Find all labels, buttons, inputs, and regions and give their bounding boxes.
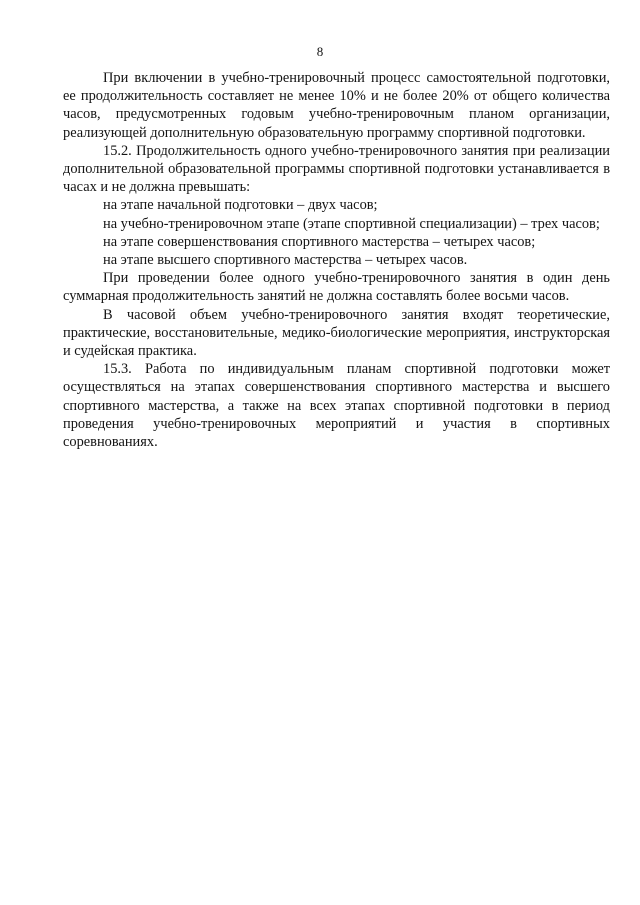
paragraph-hour-volume: В часовой объем учебно-тренировочного занятия входят теоретические, практические, восстановительные, медико-биологические мероприятия, инструкторская и судейская практика. xyxy=(63,306,610,360)
document-body xyxy=(63,69,610,451)
paragraph-15-3: 15.3. Работа по индивидуальным планам спортивной подготовки может осуществляться на этапах совершенствования спортивного мастерства и высшего спортивного мастерства, а также на всех этапах спортивной подготовки в период проведения учебно-тренировочных мероприятий и участия в спортивных соревнованиях. xyxy=(63,361,610,451)
page-number: 8 xyxy=(316,44,324,59)
paragraph-daily-limit: При проведении более одного учебно-тренировочного занятия в один день суммарная продолжительность занятий не должна составлять более восьми часов. xyxy=(63,270,610,305)
list-item-initial-stage: на этапе начальной подготовки – двух часов; xyxy=(103,197,378,214)
list-item-higher-stage: на этапе высшего спортивного мастерства – четырех часов. xyxy=(103,252,468,269)
paragraph-15-2-intro: 15.2. Продолжительность одного учебно-тренировочного занятия при реализации дополнительной образовательной программы спортивной подготовки устанавливается в часах и не должна превышать: xyxy=(63,142,610,196)
list-item-training-stage: на учебно-тренировочном этапе (этапе спортивной специализации) – трех часов; xyxy=(103,215,600,232)
paragraph-self-training: При включении в учебно-тренировочный процесс самостоятельной подготовки, ее продолжительность составляет не менее 10% и не более 20% от общего количества часов, предусмотренных годовым учебно-тренировочным планом организации, реализующей дополнительную образовательную программу спортивной подготовки. xyxy=(63,70,610,141)
list-item-improvement-stage: на этапе совершенствования спортивного мастерства – четырех часов; xyxy=(103,233,536,250)
